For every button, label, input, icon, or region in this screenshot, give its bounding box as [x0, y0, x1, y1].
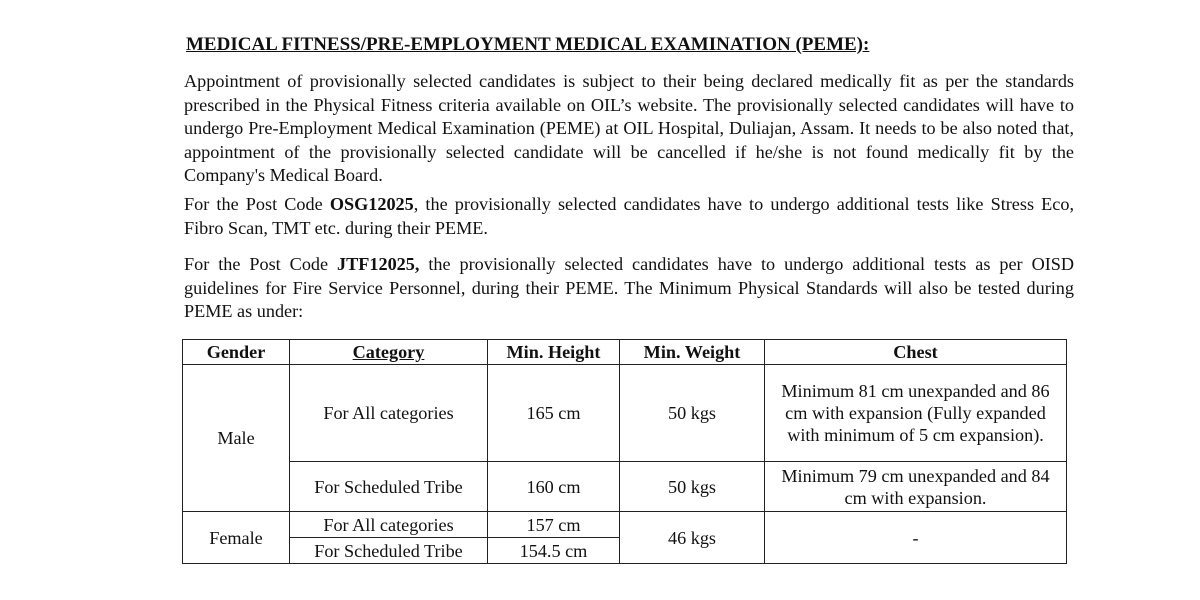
category-cell: For Scheduled Tribe: [290, 462, 488, 512]
height-cell: 160 cm: [488, 462, 620, 512]
weight-cell: 50 kgs: [620, 462, 765, 512]
post-code-jtf: JTF12025,: [337, 254, 420, 274]
section-heading: MEDICAL FITNESS/PRE-EMPLOYMENT MEDICAL EXAMINATION (PEME):: [186, 34, 870, 55]
header-category: Category: [290, 340, 488, 365]
table-row: [183, 512, 1067, 538]
chest-cell: -: [765, 512, 1067, 564]
height-cell: 154.5 cm: [488, 538, 620, 564]
chest-cell: Minimum 79 cm unexpanded and 84 cm with expansion.: [765, 462, 1067, 512]
weight-cell: 50 kgs: [620, 365, 765, 462]
physical-standards-table: [182, 339, 1067, 564]
height-cell: 165 cm: [488, 365, 620, 462]
header-min-height: Min. Height: [488, 340, 620, 365]
header-min-weight: Min. Weight: [620, 340, 765, 365]
appointment-paragraph: Appointment of provisionally selected candidates is subject to their being declared medically fit as per the standards prescribed in the Physical Fitness criteria available on OIL’s website. The provisionally selected candidates will have to undergo Pre-Employment Medical Examination (PEME) at OIL Hospital, Duliajan, Assam. It needs to be also noted that, appointment of the provisionally selected candidate will be cancelled if he/she is not found medically fit by the Company's Medical Board.: [184, 71, 1074, 185]
osg-paragraph-lead: For the Post Code: [184, 194, 330, 214]
table-header-row: [183, 340, 1067, 365]
header-chest: Chest: [765, 340, 1067, 365]
header-gender: Gender: [183, 340, 290, 365]
category-cell: For All categories: [290, 365, 488, 462]
jtf-paragraph: [184, 253, 1074, 324]
table-row: [183, 462, 1067, 512]
post-code-osg: OSG12025: [329, 194, 414, 214]
jtf-paragraph-body: the provisionally selected candidates have to undergo additional tests as per OISD guidelines for Fire Service Personnel, during their PEME. The Minimum Physical Standards will also be tested during PEME as under:: [184, 254, 1075, 321]
table-row: [183, 365, 1067, 462]
height-cell: 157 cm: [488, 512, 620, 538]
gender-female: Female: [183, 512, 290, 564]
category-cell: For All categories: [290, 512, 488, 538]
osg-paragraph: [184, 193, 1074, 240]
category-cell: For Scheduled Tribe: [290, 538, 488, 564]
gender-male: Male: [183, 365, 290, 512]
weight-cell: 46 kgs: [620, 512, 765, 564]
chest-cell: Minimum 81 cm unexpanded and 86 cm with expansion (Fully expanded with minimum of 5 cm expansion).: [765, 365, 1067, 462]
jtf-paragraph-lead: For the Post Code: [184, 254, 338, 274]
osg-paragraph-body: , the provisionally selected candidates have to undergo additional tests like Stress Eco, Fibro Scan, TMT etc. during their PEME.: [184, 194, 1075, 238]
